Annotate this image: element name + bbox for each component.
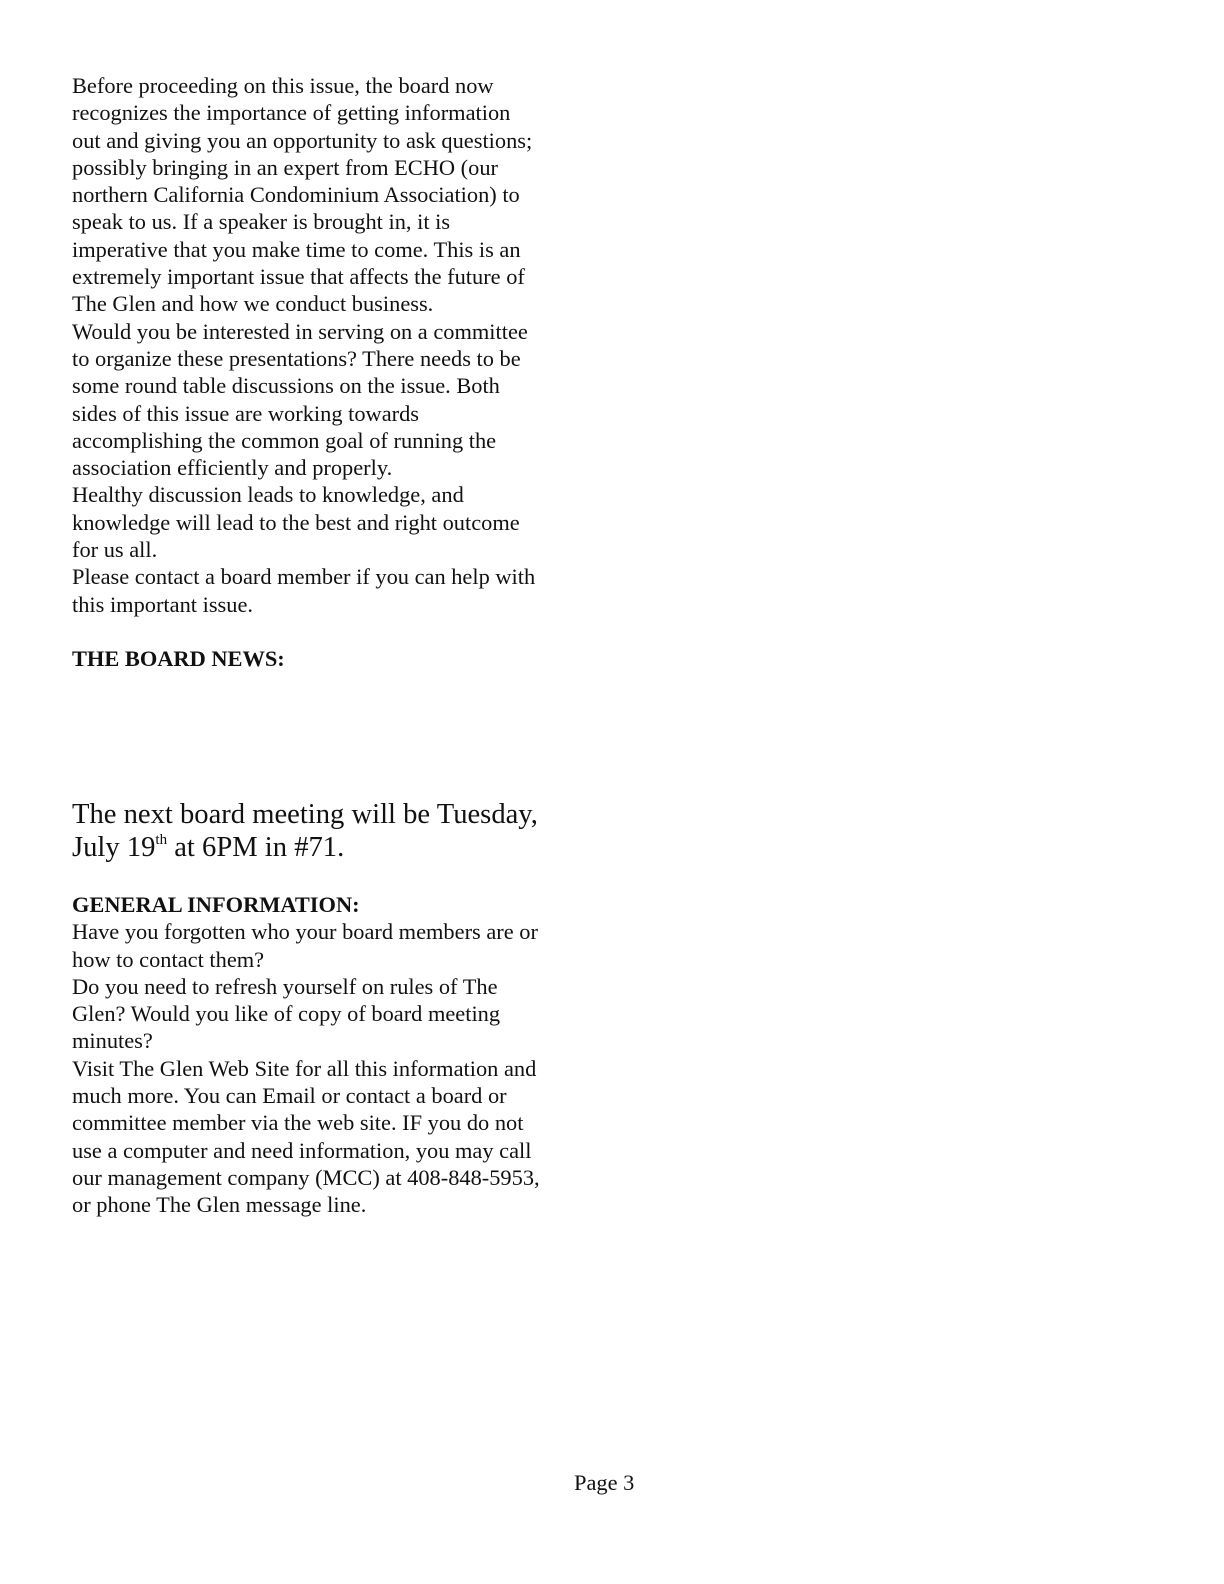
contact-line: Please contact a board member if you can help with [72, 564, 536, 590]
discussion-line: Healthy discussion leads to knowledge, and [72, 482, 464, 508]
meeting-date-ordinal: th [155, 832, 168, 848]
meeting-notice [72, 798, 592, 864]
intro-line: out and giving you an opportunity to ask questions; [72, 127, 533, 153]
intro-line: Before proceeding on this issue, the board now [72, 73, 494, 98]
committee-line: Would you be interested in serving on a committee [72, 318, 528, 344]
rules-question [72, 973, 592, 1055]
page-number: Page 3 [574, 1470, 635, 1495]
question-line: minutes? [72, 1028, 153, 1054]
general-information-heading: GENERAL INFORMATION: [72, 892, 360, 917]
committee-line: to organize these presentations? There needs to be [72, 345, 521, 371]
discussion-line: knowledge will lead to the best and right outcome [72, 509, 520, 535]
board-news-heading: THE BOARD NEWS: [72, 645, 285, 671]
meeting-line-2 [72, 831, 592, 864]
website-paragraph [72, 1055, 592, 1219]
discussion-paragraph [72, 481, 582, 563]
contact-line: this important issue. [72, 591, 253, 617]
intro-line: imperative that you make time to come. This is an [72, 236, 521, 262]
question-line: how to contact them? [72, 946, 265, 972]
committee-line: some round table discussions on the issue. Both [72, 373, 500, 399]
discussion-line: for us all. [72, 537, 158, 563]
question-line: Have you forgotten who your board members are or [72, 919, 538, 945]
intro-line: northern California Condominium Association) to [72, 182, 520, 208]
board-members-question [72, 918, 592, 973]
committee-line: association efficiently and properly. [72, 455, 393, 481]
question-line: Glen? Would you like of copy of board meeting [72, 1001, 501, 1027]
contact-paragraph [72, 563, 582, 618]
article-column [72, 72, 582, 672]
question-line: Do you need to refresh yourself on rules of The [72, 973, 498, 999]
committee-line: accomplishing the common goal of running the [72, 427, 497, 453]
website-line: Visit The Glen Web Site for all this information and [72, 1055, 537, 1081]
general-information-section [72, 891, 592, 1219]
intro-line: extremely important issue that affects the future of [72, 264, 525, 290]
intro-line: possibly bringing in an expert from ECHO (our [72, 154, 498, 180]
intro-line: recognizes the importance of getting information [72, 100, 511, 126]
website-line: our management company (MCC) at 408-848-5953, [72, 1164, 540, 1190]
intro-line: The Glen and how we conduct business. [72, 291, 434, 317]
committee-line: sides of this issue are working towards [72, 400, 420, 426]
website-line: committee member via the web site. IF you do not [72, 1110, 524, 1136]
meeting-time-location: at 6PM in #71. [167, 832, 345, 863]
meeting-date: July 19 [72, 832, 156, 863]
website-line: or phone The Glen message line. [72, 1192, 367, 1218]
website-line: use a computer and need information, you may call [72, 1137, 532, 1163]
meeting-line-1: The next board meeting will be Tuesday, [72, 799, 538, 830]
intro-line: speak to us. If a speaker is brought in, it is [72, 209, 451, 235]
committee-paragraph [72, 318, 582, 482]
website-line: much more. You can Email or contact a board or [72, 1083, 507, 1109]
intro-paragraph [72, 72, 582, 318]
